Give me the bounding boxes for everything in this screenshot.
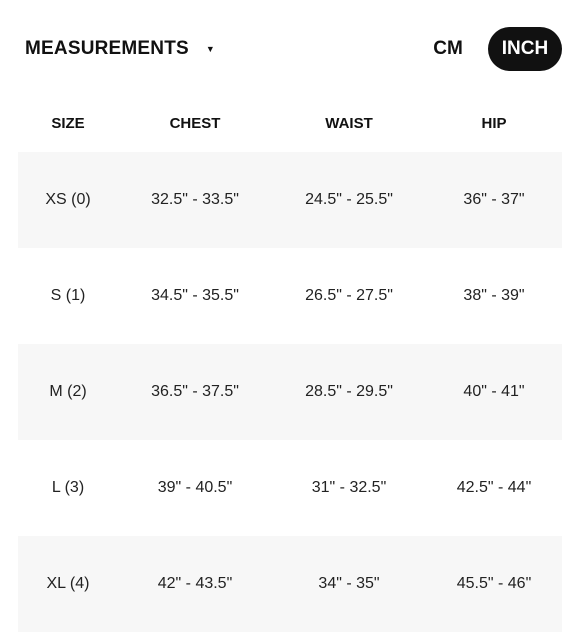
unit-cm-button[interactable]: CM [433, 38, 463, 59]
column-header-hip: HIP [481, 114, 507, 132]
chest-cell: 39" - 40.5" [157, 479, 233, 496]
size-cell: XL (4) [46, 575, 90, 592]
table-row [18, 344, 562, 440]
chest-cell: 32.5" - 33.5" [151, 191, 239, 208]
hip-cell: 36" - 37" [463, 191, 525, 208]
table-header [18, 104, 562, 142]
column-header-size: SIZE [51, 114, 85, 132]
unit-toggle [418, 27, 562, 71]
column-header-waist: WAIST [325, 114, 373, 132]
size-cell: XS (0) [45, 191, 91, 208]
table-row [18, 440, 562, 536]
table-row [18, 248, 562, 344]
caret-down-icon: ▼ [205, 43, 215, 54]
table-row [18, 536, 562, 632]
table-row [18, 152, 562, 248]
hip-cell: 42.5" - 44" [456, 479, 532, 496]
unit-inch-button[interactable]: INCH [488, 27, 562, 71]
chest-cell: 36.5" - 37.5" [151, 383, 239, 400]
size-cell: S (1) [50, 287, 86, 304]
size-chart-header [0, 0, 580, 100]
chest-cell: 42" - 43.5" [157, 575, 233, 592]
size-cell: L (3) [51, 479, 85, 496]
column-header-chest: CHEST [169, 114, 221, 132]
chest-cell: 34.5" - 35.5" [151, 287, 239, 304]
hip-cell: 40" - 41" [463, 383, 525, 400]
waist-cell: 26.5" - 27.5" [305, 287, 393, 304]
hip-cell: 38" - 39" [463, 287, 525, 304]
hip-cell: 45.5" - 46" [456, 575, 532, 592]
measurements-dropdown-label: MEASUREMENTS [25, 38, 189, 59]
waist-cell: 24.5" - 25.5" [305, 191, 393, 208]
waist-cell: 31" - 32.5" [311, 479, 387, 496]
waist-cell: 34" - 35" [318, 575, 380, 592]
waist-cell: 28.5" - 29.5" [305, 383, 393, 400]
size-cell: M (2) [49, 383, 87, 400]
measurements-dropdown[interactable] [25, 36, 215, 62]
